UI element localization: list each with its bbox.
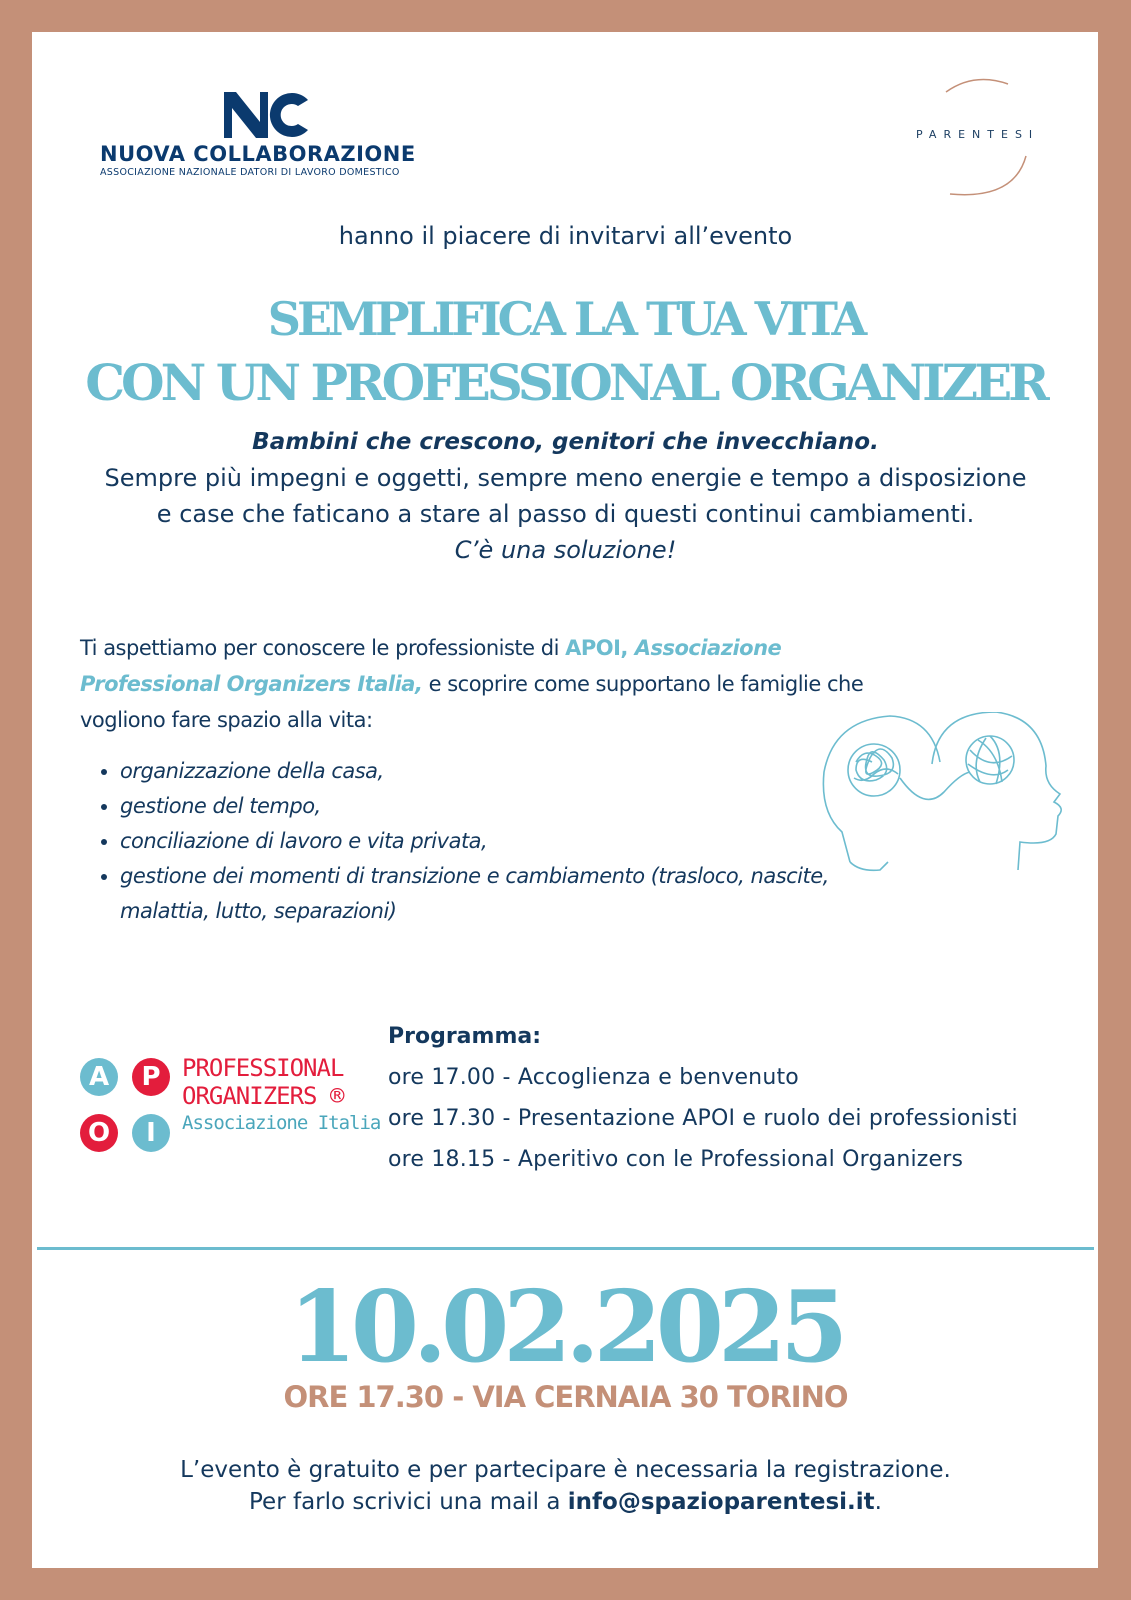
parentesi-logo xyxy=(916,76,1066,204)
intro-block xyxy=(0,424,1131,568)
invite-line: hanno il piacere di invitarvi all’evento xyxy=(338,222,793,250)
title-line-1: SEMPLIFICA LA TUA VITA xyxy=(267,292,864,346)
divider xyxy=(37,1247,1094,1250)
email-link[interactable]: info@spazioparentesi.it xyxy=(567,1489,875,1515)
paragraph-before: Ti aspettiamo per conoscere le professioniste di xyxy=(80,636,566,660)
apoi-letter-o: O xyxy=(80,1114,118,1152)
apoi-letter-i: I xyxy=(132,1114,170,1152)
intro-line-1: Sempre più impegni e oggetti, sempre meno energie e tempo a disposizione xyxy=(104,464,1027,492)
intro-line-2: e case che faticano a stare al passo di questi continui cambiamenti. xyxy=(156,500,975,528)
apoi-letter-a: A xyxy=(80,1058,118,1096)
two-heads-illustration-icon xyxy=(820,712,1082,888)
program-item: ore 17.00 - Accoglienza e benvenuto xyxy=(388,1065,799,1090)
list-item: • gestione dei momenti di transizione e cambiamento (trasloco, nascite, malattia, lutto, separazioni) xyxy=(120,859,860,929)
program-item: ore 18.15 - Aperitivo con le Professional Organizers xyxy=(388,1147,964,1172)
intro-bold: Bambini che crescono, genitori che invecchiano. xyxy=(252,429,879,455)
footer-line-2 xyxy=(0,1486,1131,1518)
list-item: • conciliazione di lavoro e vita privata, xyxy=(120,824,860,859)
nc-subtitle: ASSOCIAZIONE NAZIONALE DATORI DI LAVORO DOMESTICO xyxy=(100,167,400,178)
list-item: • organizzazione della casa, xyxy=(120,754,860,789)
apoi-text-line-2: ORGANIZERS ® xyxy=(182,1082,344,1110)
intro-paragraph xyxy=(80,630,900,738)
apoi-text-line-1: PROFESSIONAL xyxy=(182,1054,344,1082)
footer-note xyxy=(0,1454,1131,1518)
apoi-letter-p: P xyxy=(132,1058,170,1096)
program-block xyxy=(388,1024,1088,1188)
intro-italic: C’è una soluzione! xyxy=(454,536,677,564)
parentesi-wordmark: PARENTESI xyxy=(916,128,1040,141)
nc-name: NUOVA COLLABORAZIONE xyxy=(100,142,416,166)
association-highlight: Associazione Professional Organizers Italia, xyxy=(80,636,782,696)
apoi-logo xyxy=(80,1054,381,1158)
footer-line-1: L’evento è gratuito e per partecipare è necessaria la registrazione. xyxy=(180,1457,951,1483)
event-date: 10.02.2025 xyxy=(288,1270,843,1385)
event-time-place: ORE 17.30 - VIA CERNAIA 30 TORINO xyxy=(283,1380,848,1414)
topics-list xyxy=(90,754,860,929)
apoi-text-line-3: Associazione Italia xyxy=(182,1112,381,1134)
list-item: • gestione del tempo, xyxy=(120,789,860,824)
nc-monogram-icon xyxy=(222,92,312,138)
title-line-2: CON UN PROFESSIONAL ORGANIZER xyxy=(85,353,1046,412)
footer-line-2-before: Per farlo scrivici una mail a xyxy=(249,1489,568,1515)
apoi-highlight: APOI, xyxy=(565,636,635,660)
footer-line-2-after: . xyxy=(874,1489,882,1515)
paragraph-after: e scoprire come supportano le famiglie che vogliono fare spazio alla vita: xyxy=(80,672,864,732)
program-item: ore 17.30 - Presentazione APOI e ruolo dei professionisti xyxy=(388,1106,1018,1131)
nuova-collaborazione-logo xyxy=(100,92,440,178)
program-title: Programma: xyxy=(388,1024,542,1049)
